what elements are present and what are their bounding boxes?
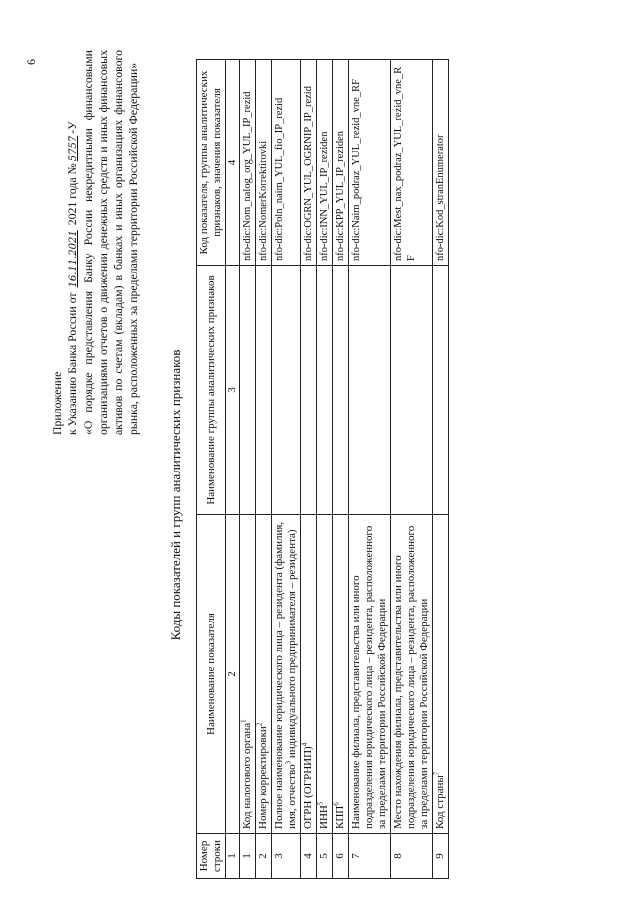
column-number: 3 xyxy=(226,266,240,515)
indicator-name-cell xyxy=(333,515,349,834)
indicator-name: Место нахождения филиала, представительства или иного подразделения юридического лица – резидента, расположенного за пределами территории Российской Федерации xyxy=(392,525,430,829)
table-row xyxy=(391,60,433,879)
row-number-cell: 5 xyxy=(317,834,333,879)
appendix-ref-prefix: к Указанию Банка России от xyxy=(65,292,79,435)
code-cell: nfo-dic:Nom_nalog_org_YUL_IP_rezid xyxy=(240,60,256,266)
column-number: 1 xyxy=(226,834,240,879)
code-cell: nfo-dic:NomerKorrektirovki xyxy=(256,60,272,266)
group-name-cell xyxy=(433,266,449,515)
code-cell: nfo-dic:KPP_YUL_IP_reziden xyxy=(333,60,349,266)
appendix-body: «О порядке представления Банку России некредитными финансовыми организациями отчетов о движении денежных средств и иных финансовых активов по счетам (вкладам) в банках и иных организациях финансового рынка, расположенных за пределами территории Российской Федерации» xyxy=(81,50,140,435)
column-number-row xyxy=(226,60,240,879)
table-row xyxy=(333,60,349,879)
row-number-cell: 7 xyxy=(349,834,391,879)
code-cell: nfo-dic:Mest_nax_podraz_YUL_rezid_vne_RF xyxy=(391,60,433,266)
indicator-name: Код страны xyxy=(434,775,446,829)
group-name-cell xyxy=(333,266,349,515)
group-name-cell xyxy=(256,266,272,515)
indicator-name: ОГРН (ОГРНИП) xyxy=(302,746,314,829)
indicator-name-cell xyxy=(391,515,433,834)
table-row xyxy=(349,60,391,879)
indicator-name-cell xyxy=(317,515,333,834)
indicator-name: ИНН xyxy=(318,805,330,829)
code-cell: nfo-dic:Poln_naim_YUL_fio_IP_rezid xyxy=(272,60,301,266)
row-number-cell: 3 xyxy=(272,834,301,879)
footnote-ref: 7 xyxy=(432,771,441,776)
table-title: Коды показателей и групп аналитических признаков xyxy=(168,349,183,641)
header-group-name: Наименование группы аналитических признаков xyxy=(197,266,226,515)
appendix-title: Приложение xyxy=(50,371,64,435)
row-number-cell: 8 xyxy=(391,834,433,879)
column-number: 4 xyxy=(226,60,240,266)
code-cell: nfo-dic:INN_YUL_IP_reziden xyxy=(317,60,333,266)
table-row xyxy=(240,60,256,879)
header-indicator-name: Наименование показателя xyxy=(197,515,226,834)
group-name-cell xyxy=(317,266,333,515)
group-name-cell xyxy=(272,266,301,515)
header-row-number: Номер строки xyxy=(197,834,226,879)
indicator-name-cell xyxy=(349,515,391,834)
page-number: 6 xyxy=(24,59,38,65)
group-name-cell xyxy=(301,266,317,515)
indicator-name-tail: индивидуального предпринимателя – резидента) xyxy=(286,529,298,761)
table-row xyxy=(317,60,333,879)
appendix-ref-year: 2021 года № xyxy=(65,163,79,226)
row-number-cell: 4 xyxy=(301,834,317,879)
footnote-ref: 5 xyxy=(316,801,325,806)
indicator-name: КПП xyxy=(334,805,346,829)
row-number-cell: 1 xyxy=(240,834,256,879)
column-number: 2 xyxy=(226,515,240,834)
code-cell: nfo-dic:Naim_podraz_YUL_rezid_vne_RF xyxy=(349,60,391,266)
indicator-name-cell xyxy=(272,515,301,834)
footnote-ref: 2 xyxy=(255,722,264,727)
codes-table xyxy=(196,59,449,879)
indicator-name: Полное наименование юридического лица – резидента (фамилия, имя, отчество xyxy=(273,521,298,829)
group-name-cell xyxy=(391,266,433,515)
appendix-ref-suffix: -У xyxy=(65,121,79,134)
handwritten-number: 5757 xyxy=(68,135,79,162)
group-name-cell xyxy=(240,266,256,515)
indicator-name: Номер корректировки xyxy=(257,726,269,829)
code-cell: nfo-dic:Kod_stranEnumerator xyxy=(433,60,449,266)
indicator-name-cell xyxy=(240,515,256,834)
footnote-ref: 4 xyxy=(300,742,309,747)
footnote-ref: 1 xyxy=(239,719,248,723)
row-number-cell: 2 xyxy=(256,834,272,879)
group-name-cell xyxy=(349,266,391,515)
indicator-name: Наименование филиала, представительства или иного подразделения юридического лица – резидента, расположенного за пределами территории Российской Федерации xyxy=(350,525,388,829)
table-row xyxy=(256,60,272,879)
handwritten-date: 16.11.2021 xyxy=(68,230,79,288)
table-row xyxy=(272,60,301,879)
appendix-reference xyxy=(65,50,81,435)
indicator-name-cell xyxy=(256,515,272,834)
footnote-ref: 6 xyxy=(332,802,341,806)
indicator-name-cell xyxy=(301,515,317,834)
indicator-name: Код налогового органа xyxy=(241,722,253,829)
table-header-row xyxy=(197,60,226,879)
footnote-ref: 3 xyxy=(284,760,293,765)
table-row xyxy=(301,60,317,879)
appendix-header xyxy=(50,50,141,435)
code-cell: nfo-dic:OGRN_YUL_OGRNIP_IP_rezid xyxy=(301,60,317,266)
table-row xyxy=(433,60,449,879)
header-code: Код показателя, группы аналитических признаков, значения показателя xyxy=(197,60,226,266)
row-number-cell: 9 xyxy=(433,834,449,879)
indicator-name-cell xyxy=(433,515,449,834)
table-body xyxy=(240,60,449,879)
row-number-cell: 6 xyxy=(333,834,349,879)
